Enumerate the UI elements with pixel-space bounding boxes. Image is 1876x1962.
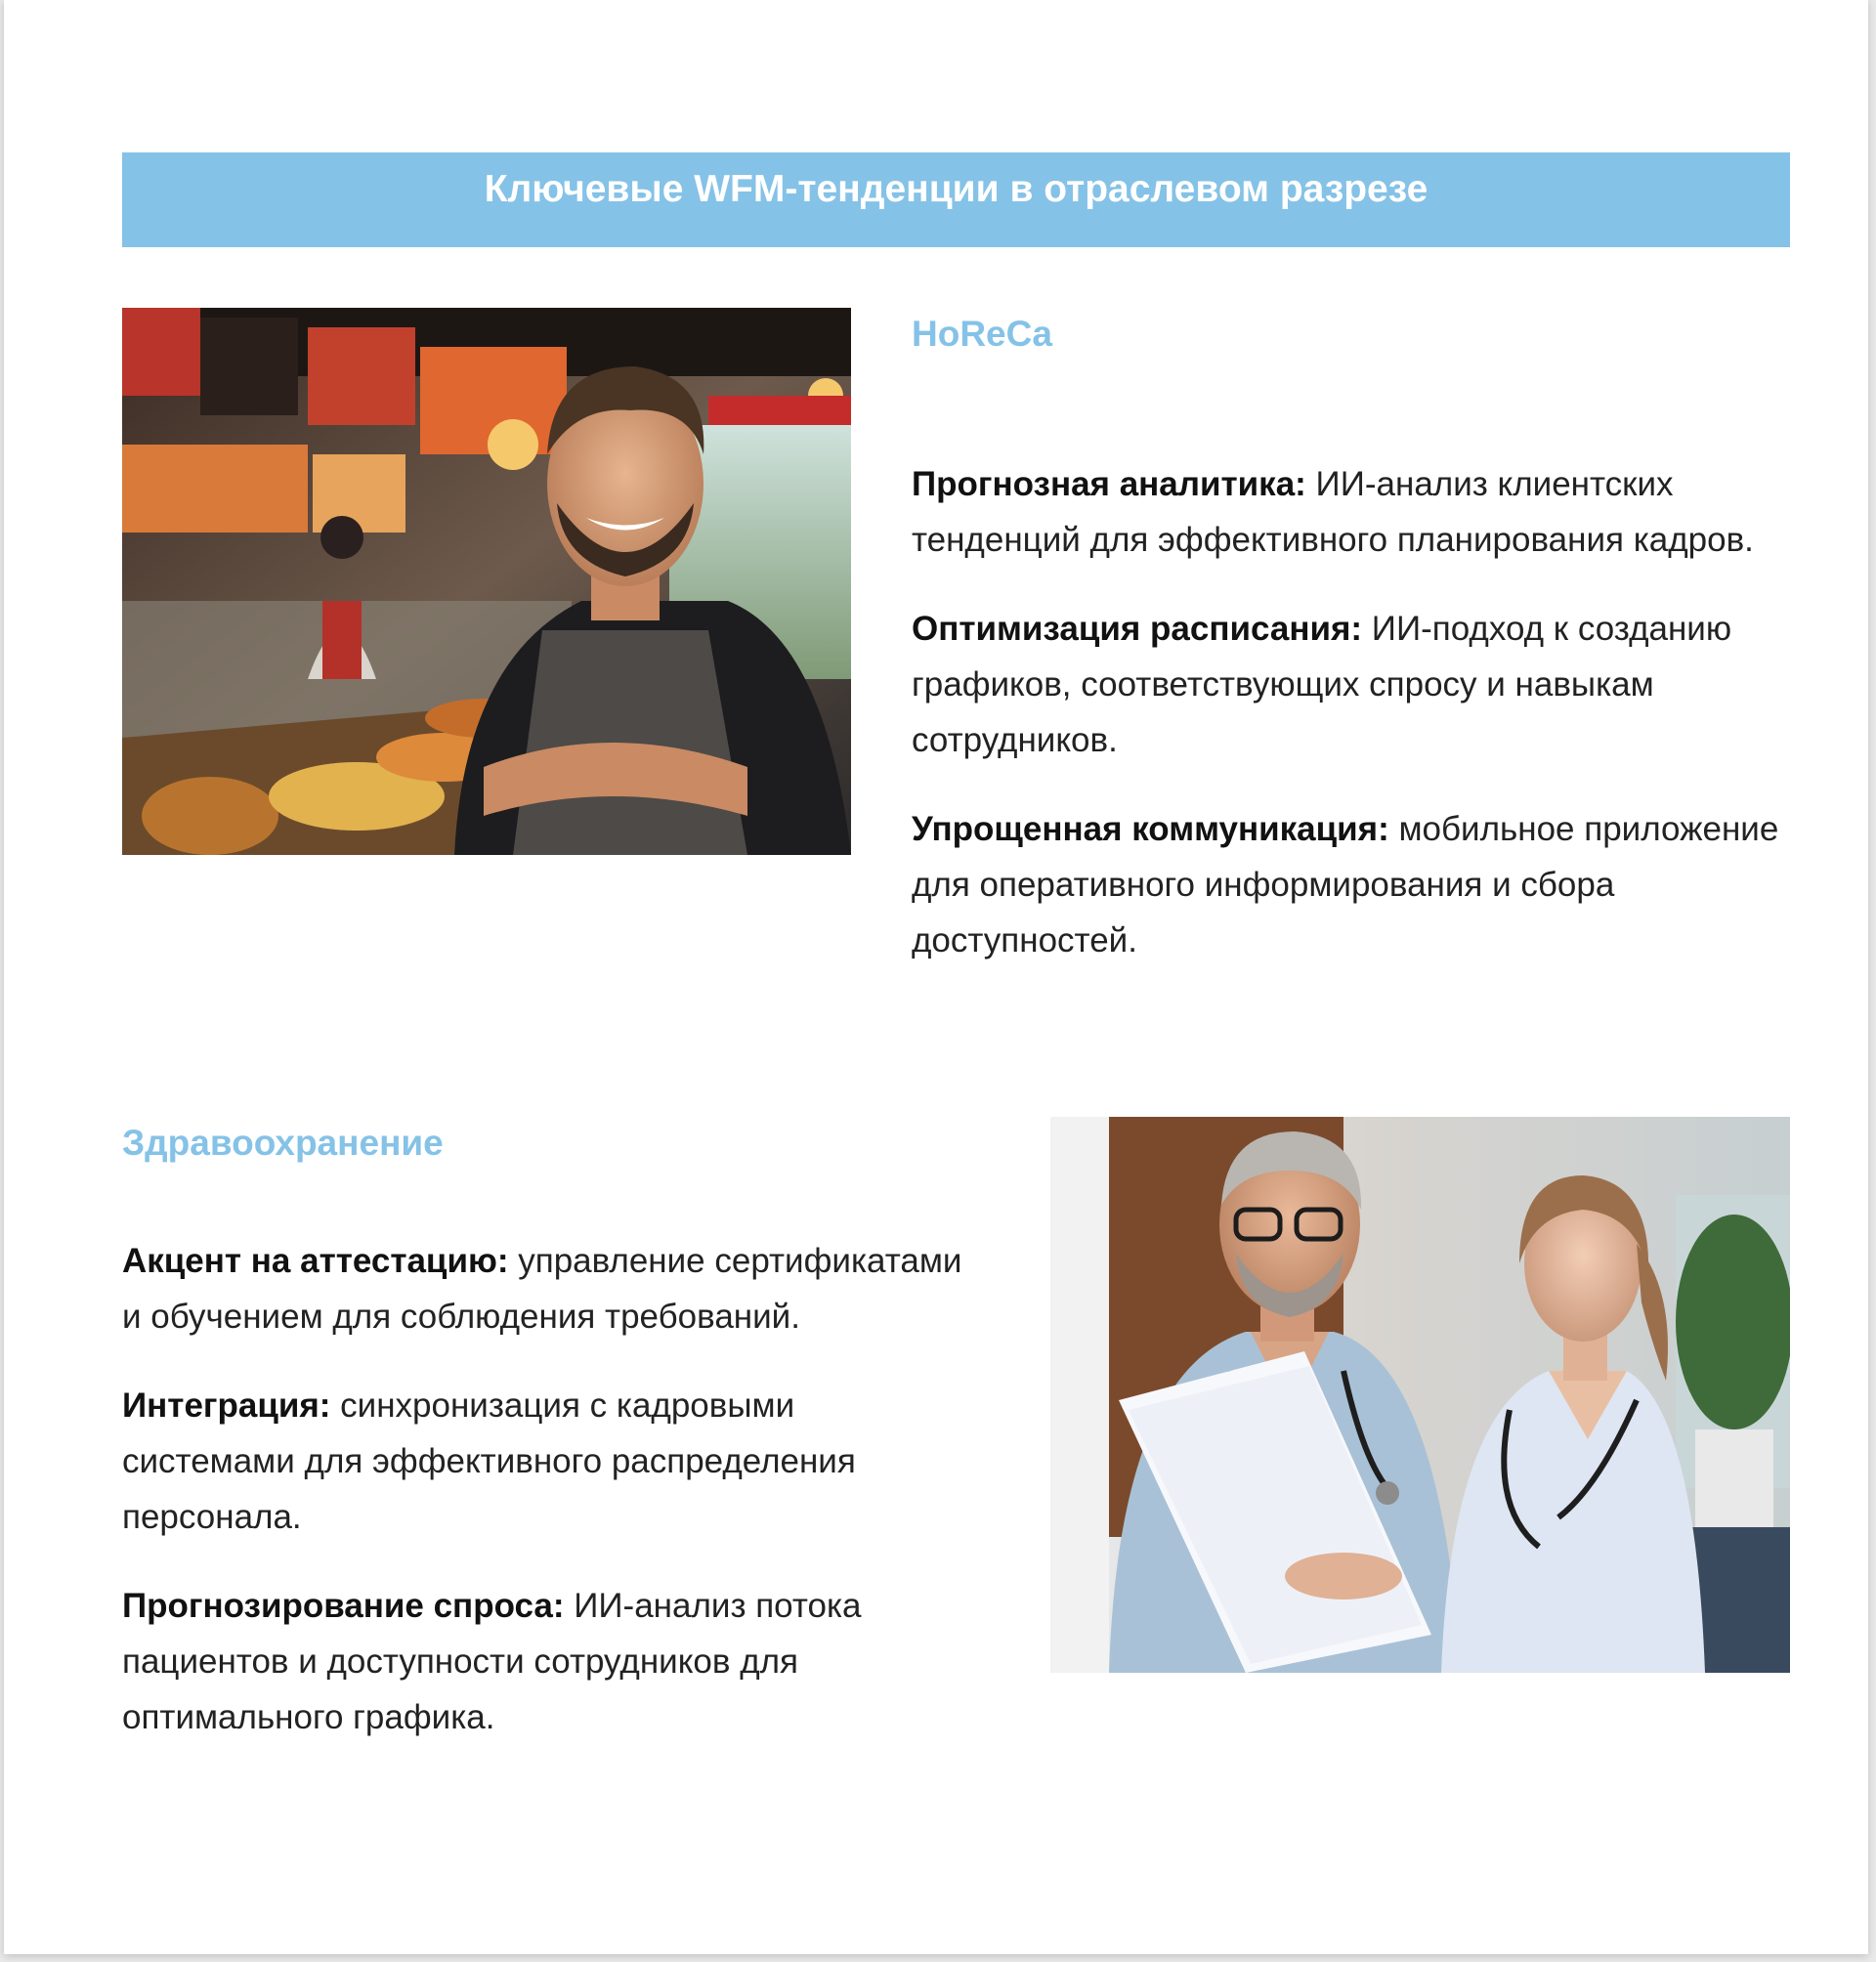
item-term: Упрощенная коммуникация: — [912, 810, 1389, 848]
document-page — [4, 0, 1868, 1954]
list-item — [122, 1233, 962, 1344]
list-item — [912, 801, 1801, 968]
item-text: управление сертификатами и обучением для соблюдения требований. — [122, 1242, 962, 1336]
item-term: Прогнозная аналитика: — [912, 465, 1306, 503]
list-item — [122, 1378, 962, 1545]
item-term: Оптимизация расписания: — [912, 610, 1363, 648]
doctors-photo — [1050, 1117, 1790, 1673]
item-text: ИИ-анализ клиентских тенденций для эффективного планирования кадров. — [912, 465, 1754, 559]
item-term: Интеграция: — [122, 1386, 331, 1425]
list-item — [912, 601, 1801, 768]
item-term: Акцент на аттестацию: — [122, 1242, 509, 1280]
item-text: мобильное приложение для оперативного информирования и сбора доступностей. — [912, 810, 1779, 960]
item-text: ИИ-подход к созданию графиков, соответствующих спросу и навыкам сотрудников. — [912, 610, 1732, 759]
horeca-trend-list — [912, 456, 1801, 968]
section-title-horeca: HoReCa — [912, 314, 1052, 354]
item-text: ИИ-анализ потока пациентов и доступности сотрудников для оптимального графика. — [122, 1587, 862, 1736]
header-banner — [122, 152, 1790, 247]
restaurant-worker-photo — [122, 308, 851, 855]
healthcare-trend-list — [122, 1233, 962, 1745]
item-term: Прогнозирование спроса: — [122, 1587, 565, 1625]
list-item — [912, 456, 1801, 568]
item-text: синхронизация с кадровыми системами для эффективного распределения персонала. — [122, 1386, 856, 1536]
page-title: Ключевые WFM-тенденции в отраслевом разрезе — [484, 168, 1428, 210]
section-title-healthcare: Здравоохранение — [122, 1123, 444, 1163]
list-item — [122, 1578, 962, 1745]
